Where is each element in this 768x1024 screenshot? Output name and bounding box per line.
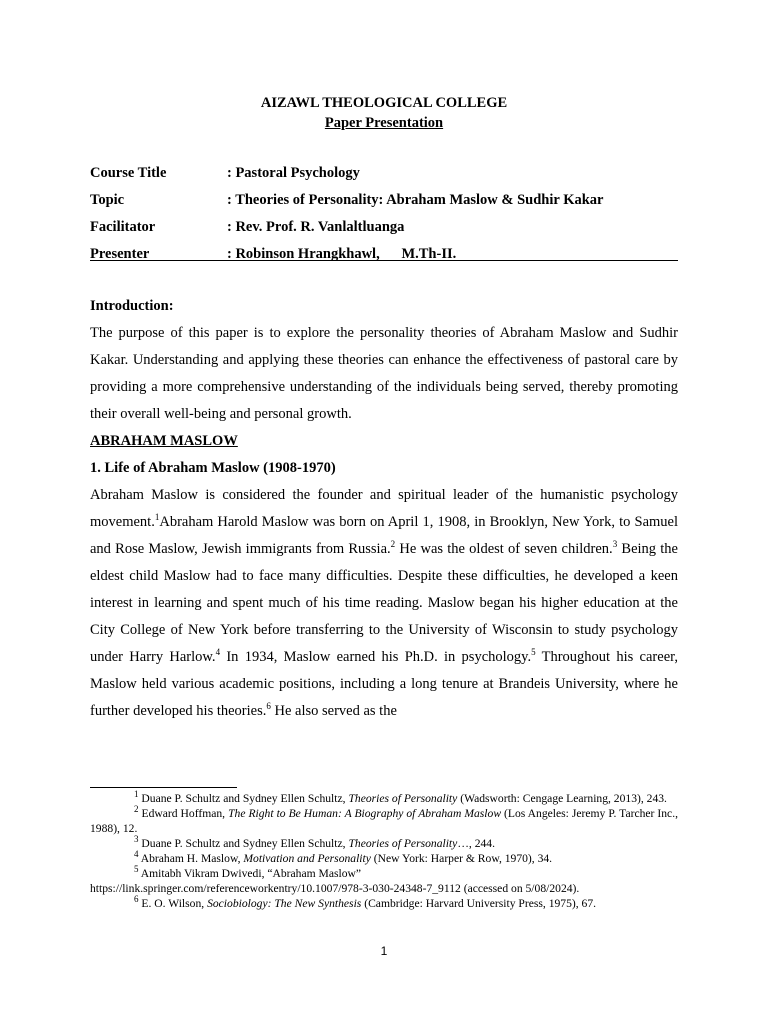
meta-row-presenter bbox=[90, 241, 678, 268]
meta-key: Course Title bbox=[90, 165, 167, 181]
footnote-ref: 5 bbox=[531, 647, 536, 658]
sentence: Being the eldest child Maslow had to face many difficulties. Despite these difficulties, he developed a keen interest in learning and spent much of his time reading. Maslow began his higher education at the City College of New York before transferring to the University of Wisconsin to study psychology under Harry Harlow. bbox=[90, 541, 678, 665]
footnote-ref: 1 bbox=[154, 512, 160, 523]
subsection-heading: 1. Life of Abraham Maslow (1908-1970) bbox=[90, 460, 336, 476]
page-number: 1 bbox=[380, 944, 388, 958]
meta-key: Presenter bbox=[90, 246, 150, 262]
body-text bbox=[90, 293, 678, 725]
sentence: He was the oldest of seven children. bbox=[395, 541, 613, 557]
footnote-4: $^4$ Abraham H. Maslow, Motivation and Personality (New York: Harper & Row, 1970), 34. bbox=[134, 849, 553, 865]
meta-key: Facilitator bbox=[90, 219, 156, 235]
footnote-ref: 4 bbox=[215, 647, 221, 658]
footnotes bbox=[90, 791, 678, 911]
meta-value: : Rev. Prof. R. Vanlaltluanga bbox=[227, 219, 405, 235]
intro-paragraph: The purpose of this paper is to explore the personality theories of Abraham Maslow and Sudhir Kakar. Understanding and applying these theories can enhance the effectiveness of pastoral care by providing a more comprehensive understanding of the individuals being served, thereby promoting their overall well-being and personal growth. bbox=[90, 325, 678, 422]
footnote-ref: 3 bbox=[612, 539, 618, 550]
footnote-5-link[interactable]: https://link.springer.com/referenceworkentry/10.1007/978-3-030-24348-7_9112 (accessed on 5/08/2024). bbox=[90, 882, 580, 895]
life-paragraph bbox=[90, 482, 678, 725]
footnote-1: $^1$ Duane P. Schultz and Sydney Ellen Schultz, Theories of Personality (Wadsworth: Cengage Learning, 2013), 243. bbox=[134, 789, 667, 805]
meta-row-topic bbox=[90, 187, 678, 214]
paper-subtitle: Paper Presentation bbox=[324, 115, 444, 131]
header-divider bbox=[90, 260, 678, 261]
footnote-5: $^5$ Amitabh Vikram Dwivedi, “Abraham Maslow” bbox=[134, 864, 362, 880]
sentence: Abraham Harold Maslow was born on April 1, 1908, in Brooklyn, New York, to Samuel and Rose Maslow, Jewish immigrants from Russia. bbox=[90, 514, 678, 557]
meta-row-facilitator bbox=[90, 214, 678, 241]
meta-row-course bbox=[90, 160, 678, 187]
meta-value: : Pastoral Psychology bbox=[227, 165, 360, 181]
meta-key: Topic bbox=[90, 192, 125, 208]
sentence: He also served as the bbox=[270, 703, 397, 719]
footnote-ref: 6 bbox=[266, 701, 271, 712]
sentence: In 1934, Maslow earned his Ph.D. in psychology. bbox=[220, 649, 532, 665]
meta-value: : Theories of Personality: Abraham Maslow & Sudhir Kakar bbox=[227, 192, 604, 208]
metadata-table bbox=[90, 160, 678, 268]
footnote-2: $^2$ Edward Hoffman, The Right to Be Human: A Biography of Abraham Maslow (Los Angeles: Jeremy P. Tarcher Inc., 1988), 12. bbox=[90, 804, 679, 835]
intro-heading: Introduction: bbox=[90, 298, 174, 314]
footnote-ref: 2 bbox=[390, 539, 396, 550]
institution-title: AIZAWL THEOLOGICAL COLLEGE bbox=[260, 95, 508, 111]
meta-value: : Robinson Hrangkhawl, M.Th-II. bbox=[227, 246, 457, 262]
sentence: Throughout his career, Maslow held various academic positions, including a long tenure at Brandeis University, where he further developed his theories. bbox=[90, 649, 679, 719]
footnote-6: $^6$ E. O. Wilson, Sociobiology: The New Synthesis (Cambridge: Harvard University Press, 1975), 67. bbox=[134, 894, 597, 910]
section-heading: ABRAHAM MASLOW bbox=[90, 433, 238, 449]
footnote-separator bbox=[90, 787, 237, 788]
footnote-3: $^3$ Duane P. Schultz and Sydney Ellen Schultz, Theories of Personality…, 244. bbox=[134, 834, 495, 850]
sentence: Abraham Maslow is considered the founder and spiritual leader of the humanistic psychology movement. bbox=[90, 487, 678, 530]
